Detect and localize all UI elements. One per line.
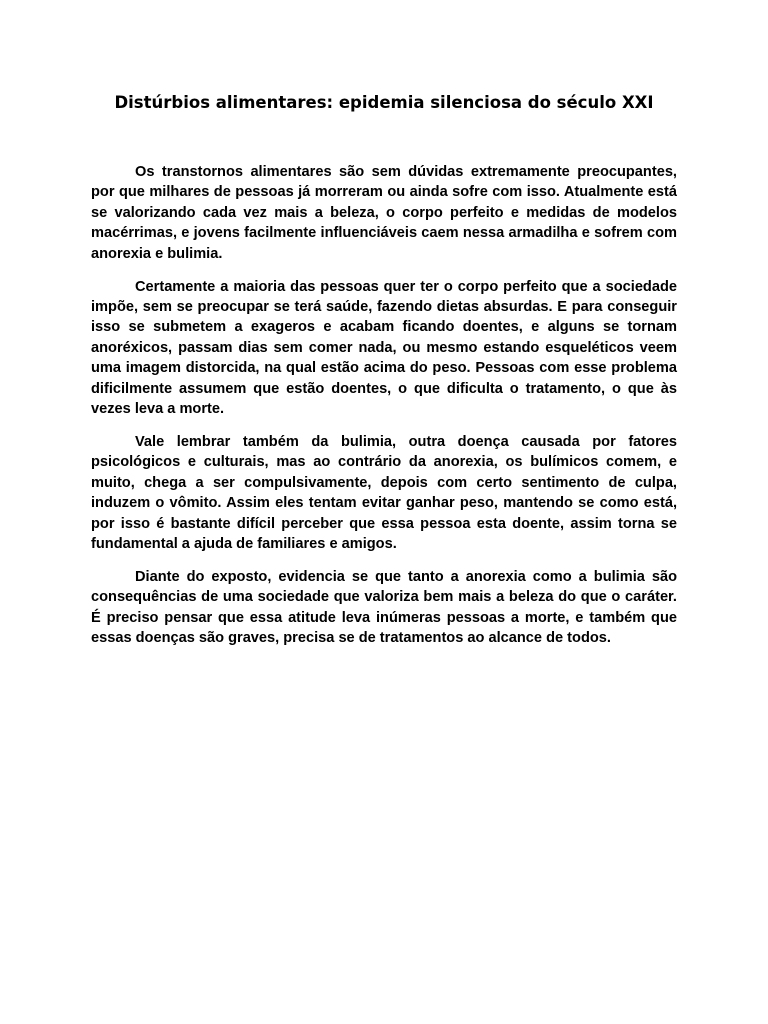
paragraph-3: Vale lembrar também da bulimia, outra doença causada por fatores psicológicos e culturais, mas ao contrário da anorexia, os bulímicos comem, e muito, chega a ser compulsivamente, depois com certo sentimento de culpa, induzem o vômito. Assim eles tentam evitar ganhar peso, mantendo se como está, por isso é bastante difícil perceber que essa pessoa esta doente, assim torna se fundamental a ajuda de familiares e amigos. xyxy=(91,433,677,552)
document-body xyxy=(91,162,677,661)
paragraph-1: Os transtornos alimentares são sem dúvidas extremamente preocupantes, por que milhares de pessoas já morreram ou ainda sofre com isso. Atualmente está se valorizando cada vez mais a beleza, o corpo perfeito e medidas de modelos macérrimas, e jovens facilmente influenciáveis caem nessa armadilha e sofrem com anorexia e bulimia. xyxy=(91,164,677,262)
paragraph-4: Diante do exposto, evidencia se que tanto a anorexia como a bulimia são consequências de uma sociedade que valoriza bem mais a beleza do que o caráter. É preciso pensar que essa atitude leva inúmeras pessoas a morte, e também que essas doenças são graves, precisa se de tratamentos ao alcance de todos. xyxy=(91,568,677,647)
document-title: Distúrbios alimentares: epidemia silenciosa do século XXI xyxy=(114,93,654,112)
paragraph-2: Certamente a maioria das pessoas quer ter o corpo perfeito que a sociedade impõe, sem se preocupar se terá saúde, fazendo dietas absurdas. E para conseguir isso se submetem a exageros e acabam ficando doentes, e alguns se tornam anoréxicos, passam dias sem comer nada, ou mesmo estando esqueléticos veem uma imagem distorcida, na qual estão acima do peso. Pessoas com esse problema dificilmente assumem que estão doentes, o que dificulta o tratamento, o que às vezes leva a morte. xyxy=(91,278,677,417)
